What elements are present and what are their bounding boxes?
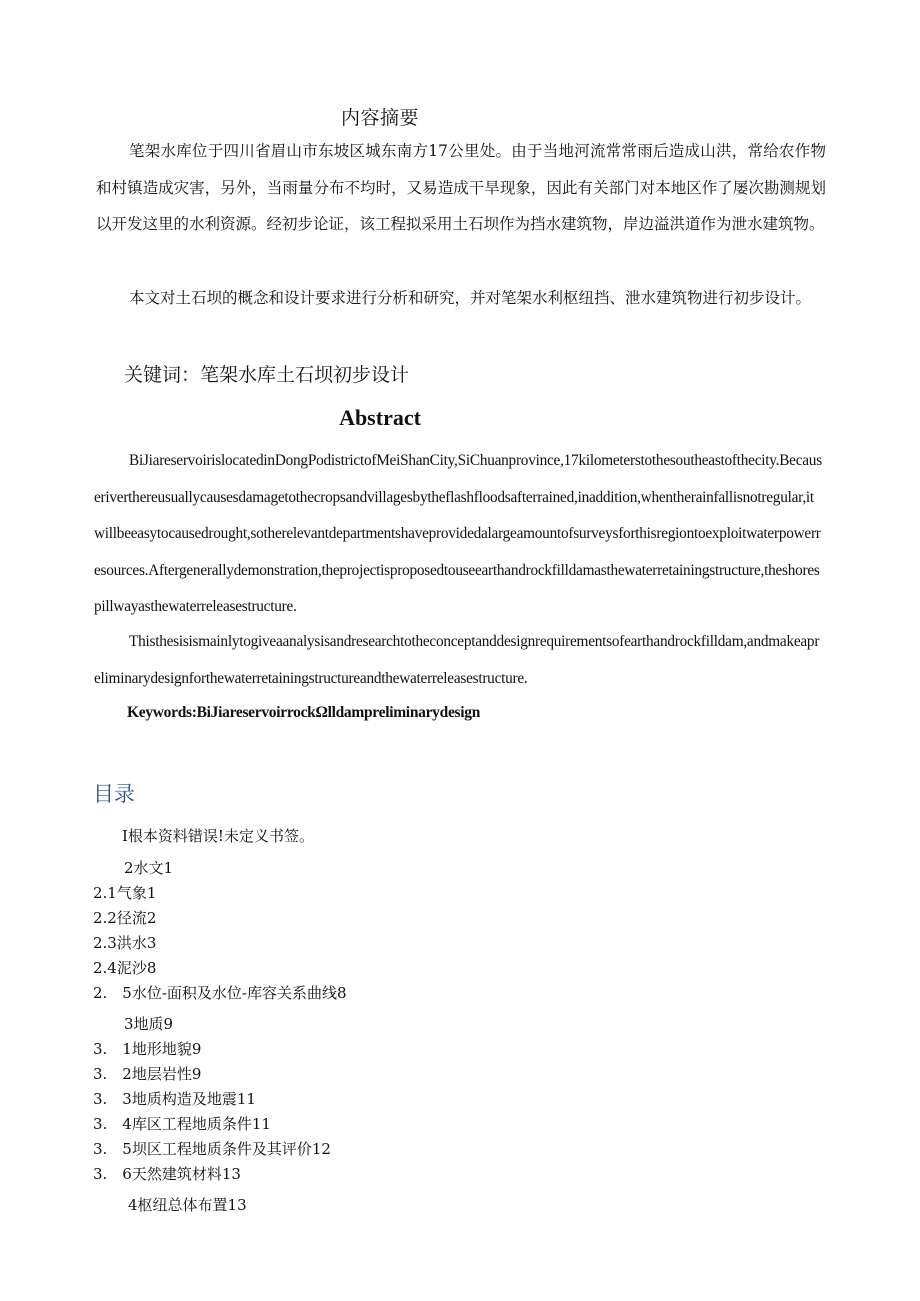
toc-item[interactable]: 2.1气象1	[93, 884, 157, 902]
toc-item[interactable]: 3. 1地形地貌9	[93, 1040, 202, 1058]
abstract-paragraph-2: Thisthesisismainlytogiveaanalysisandresearchtotheconceptanddesignrequirementsofearthandrockfilldam,andmakeapreliminarydesignforthewaterretainingstructureandthewaterreleasestructure.	[94, 633, 820, 687]
toc-item[interactable]: 4枢纽总体布置13	[128, 1196, 247, 1214]
toc-item[interactable]: I根本资料错误!未定义书签。	[122, 827, 314, 845]
summary-paragraph-2: 本文对土石坝的概念和设计要求进行分析和研究，并对笔架水利枢纽挡、泄水建筑物进行初步设计。	[129, 289, 812, 307]
abstract-title: Abstract	[339, 405, 421, 430]
toc-item[interactable]: 2. 5水位-面积及水位-库容关系曲线8	[93, 984, 347, 1002]
toc-item[interactable]: 3. 2地层岩性9	[93, 1065, 202, 1083]
summary-paragraph-1: 笔架水库位于四川省眉山市东坡区城东南方17公里处。由于当地河流常常雨后造成山洪，常给农作物和村镇造成灾害，另外，当雨量分布不均时，又易造成干旱现象，因此有关部门对本地区作了屡次勘测规划以开发这里的水利资源。经初步论证，该工程拟采用土石坝作为挡水建筑物，岸边溢洪道作为泄水建筑物。	[96, 142, 826, 233]
toc-item[interactable]: 3. 4库区工程地质条件11	[93, 1115, 271, 1133]
toc-item[interactable]: 2.2径流2	[93, 909, 157, 927]
toc-item[interactable]: 3地质9	[124, 1015, 174, 1033]
abstract-keywords: Keywords:BiJiareservoirrockΩlldampreliminarydesign	[127, 704, 481, 721]
summary-keywords: 关键词：笔架水库土石坝初步设计	[124, 364, 410, 386]
summary-title: 内容摘要	[340, 107, 419, 129]
toc-item[interactable]: 2.4泥沙8	[93, 959, 157, 977]
toc-item[interactable]: 2.3洪水3	[93, 934, 157, 952]
toc-title: 目录	[93, 782, 135, 806]
toc-item[interactable]: 3. 5坝区工程地质条件及其评价12	[93, 1140, 331, 1158]
toc-item[interactable]: 2水文1	[124, 859, 174, 877]
abstract-paragraph-1: BiJiareservoirislocatedinDongPodistrictofMeiShanCity,SiChuanprovince,17kilometerstothesoutheastofthecity.Becauseriverthereusuallycausesdamagetothecropsandvillagesbytheflashfloodsafterrained,inaddition,whentherainfallisnotregular,itwillbeeasytocausedrought,sotherelevantdepartmentshaveprovidedalargeamountofsurveysforthisregiontoexploitwaterpowerresources.Aftergenerallydemonstration,theprojectisproposedtouseearthandrockfilldamasthewaterretainingstructure,theshorespillwayasthewaterreleasestructure.	[94, 452, 822, 615]
toc-item[interactable]: 3. 3地质构造及地震11	[93, 1090, 256, 1108]
toc-item[interactable]: 3. 6天然建筑材料13	[93, 1165, 241, 1183]
